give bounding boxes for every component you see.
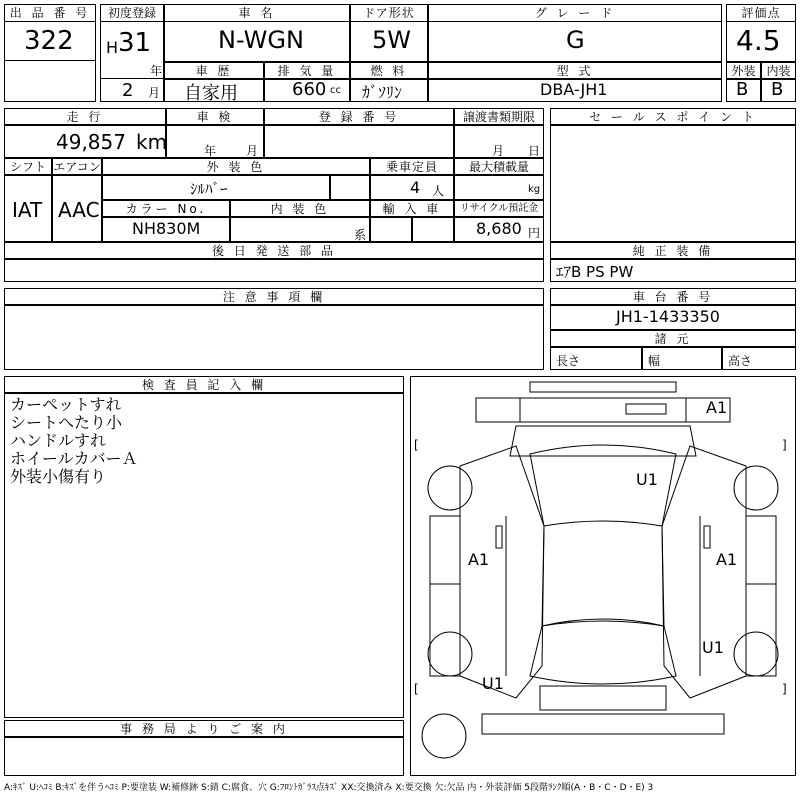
office-info-box bbox=[4, 736, 404, 776]
year-unit: 年 bbox=[150, 64, 163, 78]
recycle-unit: 円 bbox=[528, 226, 541, 240]
length-label: 長さ bbox=[556, 354, 581, 368]
max-load-label: 最大積載量 bbox=[454, 158, 544, 176]
dimensions-label: 諸 元 bbox=[550, 330, 796, 348]
exterior-color-extra-cell bbox=[330, 174, 370, 200]
fuel-label: 燃 料 bbox=[350, 62, 428, 80]
capacity-unit: 人 bbox=[432, 184, 445, 198]
displacement-unit: cc bbox=[330, 85, 341, 96]
interior-color-unit: 系 bbox=[354, 228, 367, 242]
height-label: 高さ bbox=[728, 354, 753, 368]
car-outline-diagram bbox=[410, 376, 796, 776]
aircon-label: エアコン bbox=[53, 160, 101, 174]
lot-number-divider bbox=[4, 60, 96, 102]
model-code-label: 型 式 bbox=[428, 62, 722, 80]
front-right-mirror bbox=[704, 526, 710, 548]
transfer-day-unit: 日 bbox=[528, 144, 541, 158]
inspection-year-unit: 年 bbox=[204, 144, 217, 158]
body-right-shape bbox=[662, 446, 746, 698]
inspector-note-2: シートへたり小 bbox=[10, 413, 123, 432]
rear-bumper-shape bbox=[482, 714, 724, 734]
damage-mark-right-door: A1 bbox=[716, 550, 738, 569]
front-grille-shape bbox=[626, 404, 666, 414]
first-registration-month: 2 bbox=[122, 80, 134, 101]
aircon: AAC bbox=[58, 198, 100, 222]
rear-right-wheel bbox=[734, 632, 778, 676]
damage-mark-right-rear: U1 bbox=[702, 638, 724, 657]
score: 4.5 bbox=[736, 24, 781, 57]
front-left-mirror bbox=[496, 526, 502, 548]
model-code: DBA-JH1 bbox=[540, 80, 608, 99]
parts-later-label: 後 日 発 送 部 品 bbox=[4, 242, 544, 260]
capacity: 4 bbox=[410, 178, 421, 197]
door-type-label: ドア形状 bbox=[350, 4, 428, 22]
genuine-equipment: ｴｱB PS PW bbox=[556, 263, 634, 281]
era-letter: H bbox=[106, 38, 119, 57]
interior-color-cell bbox=[230, 216, 370, 242]
mileage-label: 走 行 bbox=[4, 108, 166, 126]
chassis-number: JH1-1433350 bbox=[616, 307, 720, 326]
legend: A:ｷｽﾞ U:ﾍｺﾐ B:ｷｽﾞを伴うﾍｺﾐ P:要塗装 W:補修跡 S:錆 C:腐食、穴 G:ﾌﾛﾝﾄｶﾞﾗｽ点ｷｽﾞ XX:交換済み X:要交換 欠:欠品 内・外装評価 5段階ﾗﾝｸ順(A・B・C・D・E) 3 bbox=[4, 783, 654, 793]
history-label: 車 歴 bbox=[164, 62, 264, 80]
front-outline bbox=[476, 398, 730, 422]
lot-number-label: 出 品 番 号 bbox=[4, 4, 96, 22]
recycle-fee: 8,680 bbox=[476, 219, 522, 238]
month-unit: 月 bbox=[148, 86, 161, 100]
roof-shape bbox=[542, 526, 664, 626]
inspector-note-5: 外装小傷有り bbox=[10, 467, 107, 486]
displacement: 660 bbox=[292, 79, 327, 100]
bracket-open-left-lower: [ bbox=[414, 682, 419, 696]
damage-mark-roof: U1 bbox=[636, 470, 658, 489]
rear-outline bbox=[540, 686, 666, 710]
left-door-panels bbox=[430, 516, 506, 676]
max-load-unit: kg bbox=[528, 184, 541, 195]
score-label: 評価点 bbox=[726, 4, 796, 22]
import-cell-a bbox=[370, 216, 412, 242]
inspection-label: 車 検 bbox=[166, 108, 264, 126]
office-info-label: 事 務 局 よ り ご 案 内 bbox=[4, 720, 404, 738]
import-cell-b bbox=[412, 216, 454, 242]
bracket-open-left: [ bbox=[414, 438, 419, 452]
color-no-label: カラー No. bbox=[102, 200, 230, 218]
displacement-label: 排 気 量 bbox=[264, 62, 350, 80]
lot-number: 322 bbox=[24, 26, 74, 56]
notes-box bbox=[4, 304, 544, 370]
exterior-color: ｼﾙﾊﾞｰ bbox=[190, 180, 228, 198]
car-name-label: 車 名 bbox=[164, 4, 350, 22]
body-left-shape bbox=[460, 446, 544, 698]
rear-left-wheel bbox=[428, 632, 472, 676]
registration-cell bbox=[264, 124, 454, 158]
bracket-close-right: ] bbox=[782, 438, 787, 452]
fuel: ｶﾞｿﾘﾝ bbox=[362, 83, 403, 102]
rear-window-shape bbox=[530, 619, 676, 684]
sales-points-label: セ ー ル ス ポ イ ン ト bbox=[550, 108, 796, 126]
genuine-equipment-label: 純 正 装 備 bbox=[550, 242, 796, 260]
width-label: 幅 bbox=[648, 354, 661, 368]
damage-mark-left-door: A1 bbox=[468, 550, 490, 569]
inspector-notes-label: 検 査 員 記 入 欄 bbox=[4, 376, 404, 394]
first-registration-label: 初度登録 bbox=[100, 4, 164, 22]
exterior-score-label: 外装 bbox=[726, 62, 761, 80]
inspection-month-unit: 月 bbox=[246, 144, 259, 158]
front-bumper-shape bbox=[530, 382, 676, 392]
import-label: 輸 入 車 bbox=[370, 200, 454, 218]
era-year: 31 bbox=[118, 28, 152, 58]
damage-mark-rear-left: U1 bbox=[482, 674, 504, 693]
car-name: N-WGN bbox=[218, 26, 304, 54]
grade-label: グ レ ー ド bbox=[428, 4, 722, 22]
transfer-month-unit: 月 bbox=[492, 144, 505, 158]
registration-label: 登 録 番 号 bbox=[264, 108, 454, 126]
exterior-score: B bbox=[736, 79, 749, 100]
shift: IAT bbox=[12, 198, 43, 222]
exterior-color-label: 外 装 色 bbox=[102, 158, 370, 176]
door-type: 5W bbox=[372, 26, 411, 54]
inspector-note-1: カーペットすれ bbox=[10, 395, 122, 414]
color-no: NH830M bbox=[132, 219, 201, 238]
grade: G bbox=[566, 26, 585, 54]
capacity-label: 乗車定員 bbox=[370, 158, 454, 176]
interior-color-label: 内 装 色 bbox=[230, 200, 370, 218]
mileage: 49,857 bbox=[56, 130, 126, 154]
recycle-label: リサイクル預託金 bbox=[454, 200, 544, 218]
parts-later-box bbox=[4, 258, 544, 282]
front-right-wheel bbox=[734, 466, 778, 510]
front-left-wheel bbox=[428, 466, 472, 510]
interior-score-label: 内装 bbox=[761, 62, 796, 80]
chassis-number-label: 車 台 番 号 bbox=[550, 288, 796, 306]
shift-label: シフト bbox=[4, 158, 52, 176]
bracket-close-right-lower: ] bbox=[782, 682, 787, 696]
mileage-unit: km bbox=[136, 130, 168, 154]
notes-label: 注 意 事 項 欄 bbox=[4, 288, 544, 306]
spare-wheel bbox=[422, 714, 466, 758]
inspector-note-3: ハンドルすれ bbox=[10, 431, 107, 450]
interior-score: B bbox=[771, 79, 784, 100]
sales-points-box bbox=[550, 124, 796, 242]
transfer-deadline-label: 譲渡書類期限 bbox=[454, 108, 544, 126]
history: 自家用 bbox=[184, 83, 238, 104]
damage-mark-front-right: A1 bbox=[706, 398, 728, 417]
hood-shape bbox=[510, 426, 696, 456]
inspector-note-4: ホイールカバーＡ bbox=[10, 449, 138, 468]
